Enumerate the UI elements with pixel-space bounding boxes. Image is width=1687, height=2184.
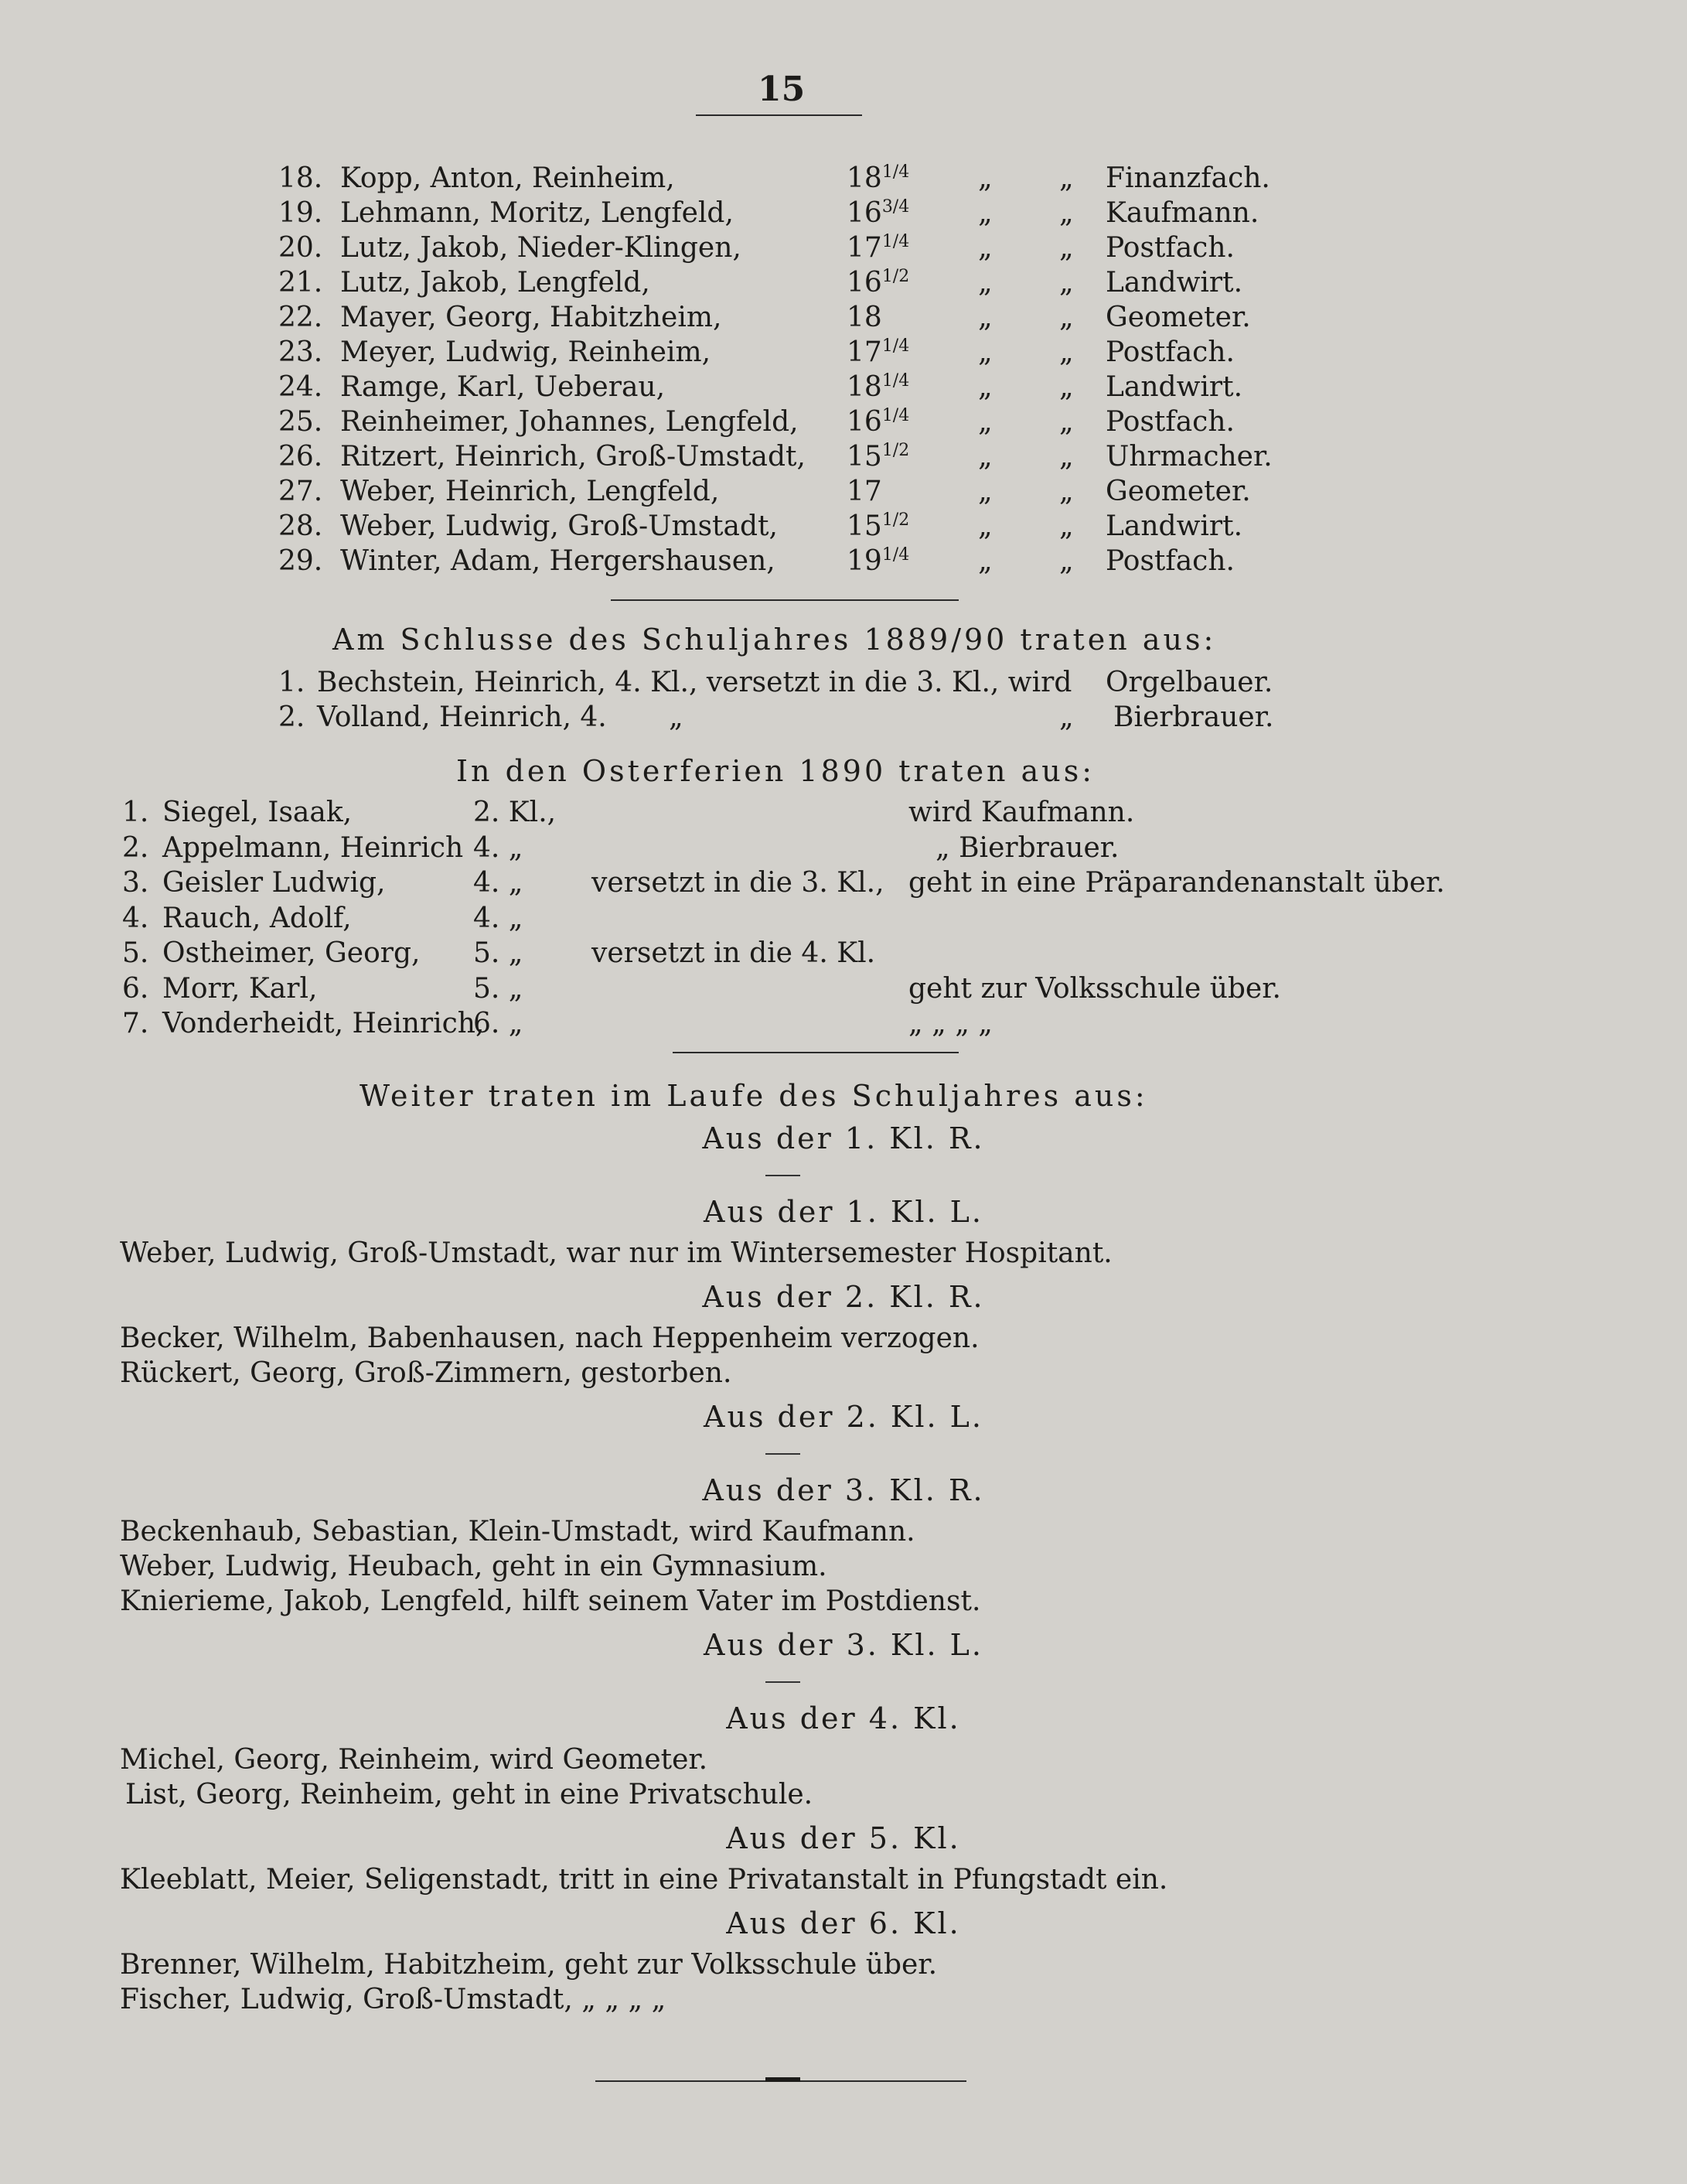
row-number: 5.: [122, 937, 149, 969]
ditto-mark: „: [1059, 406, 1074, 438]
age-fraction: 1/2: [881, 267, 910, 286]
career: Postfach.: [1106, 336, 1235, 368]
entry-line: Rückert, Georg, Groß-Zimmern, gestorben.: [120, 1357, 732, 1389]
ditto-mark: „: [1059, 336, 1074, 368]
row-number: 21.: [278, 267, 323, 299]
student-age: [847, 267, 909, 299]
career: Geometer.: [1106, 476, 1251, 507]
graduate-row: [0, 336, 1687, 374]
ditto-mark: „: [978, 406, 993, 438]
ditto-mark: „: [1059, 545, 1074, 577]
graduate-row: [0, 441, 1687, 478]
easter-row: [0, 832, 1687, 869]
easter-row: [0, 1008, 1687, 1045]
age-fraction: 1/2: [881, 441, 910, 460]
class-label: 5. „: [473, 937, 523, 969]
student-age: [847, 197, 909, 229]
further-heading: Weiter traten im Laufe des Schuljahres aus:: [360, 1079, 1148, 1113]
graduate-row: [0, 371, 1687, 408]
ditto-mark: „: [1059, 267, 1074, 299]
section-title: Aus der 6. Kl.: [726, 1906, 961, 1940]
row-number: 6.: [122, 972, 149, 1005]
career: Postfach.: [1106, 406, 1235, 438]
note: versetzt in die 4. Kl.: [591, 937, 876, 969]
career: Finanzfach.: [1106, 162, 1270, 194]
easter-row: [0, 937, 1687, 974]
age-whole: 18: [847, 162, 882, 194]
career: Postfach.: [1106, 545, 1235, 577]
class-label: 6. „: [473, 1008, 523, 1039]
ditto-mark: „: [1059, 476, 1074, 507]
easter-row: [0, 973, 1687, 1010]
student-name: Geisler Ludwig,: [162, 867, 386, 899]
graduate-row: [0, 545, 1687, 582]
row-number: 18.: [278, 162, 323, 194]
row-number: 22.: [278, 302, 323, 333]
row-number: 1.: [278, 667, 305, 698]
entry-line: Kleeblatt, Meier, Seligenstadt, tritt in eine Privatanstalt in Pfungstadt ein.: [120, 1864, 1168, 1896]
row-number: 7.: [122, 1008, 149, 1039]
row-number: 23.: [278, 336, 323, 368]
student-name: Ostheimer, Georg,: [162, 937, 421, 969]
age-whole: 18: [847, 371, 882, 403]
student-name: Rauch, Adolf,: [162, 902, 352, 934]
row-number: 25.: [278, 406, 323, 438]
career: Bierbrauer.: [1113, 701, 1274, 733]
section-title: Aus der 2. Kl. R.: [702, 1280, 985, 1314]
graduate-row: [0, 197, 1687, 234]
entry-line: Knierieme, Jakob, Lengfeld, hilft seinem Vater im Postdienst.: [120, 1585, 981, 1617]
student-name: Mayer, Georg, Habitzheim,: [340, 302, 722, 333]
student-name: Ritzert, Heinrich, Groß-Umstadt,: [340, 441, 806, 473]
age-fraction: 3/4: [881, 197, 910, 217]
student-name: Lutz, Jakob, Nieder-Klingen,: [340, 232, 741, 264]
header-rule: [696, 114, 862, 116]
year-end-row: [0, 701, 1687, 739]
outcome: „ „ „ „: [908, 1008, 993, 1039]
ditto-mark: „: [978, 510, 993, 542]
entry-line: Becker, Wilhelm, Babenhausen, nach Heppenheim verzogen.: [120, 1322, 980, 1354]
graduate-row: [0, 232, 1687, 269]
class-label: 4. „: [473, 831, 523, 864]
entry-text: Bechstein, Heinrich, 4. Kl., versetzt in die 3. Kl., wird: [317, 667, 1072, 698]
empty-section-dash: [765, 1681, 800, 1683]
graduate-row: [0, 510, 1687, 548]
career: Landwirt.: [1106, 510, 1243, 542]
ditto-mark: „: [978, 336, 993, 368]
age-fraction: 1/4: [881, 232, 910, 251]
ditto-mark: „: [1059, 371, 1074, 403]
student-name: Kopp, Anton, Reinheim,: [340, 162, 675, 194]
ditto-mark: „: [1059, 701, 1074, 733]
ditto-mark: „: [978, 197, 993, 229]
ditto-mark: „: [669, 701, 683, 733]
career: Landwirt.: [1106, 371, 1243, 403]
row-number: 26.: [278, 441, 323, 473]
separator-2: [673, 1052, 959, 1053]
age-fraction: 1/4: [881, 336, 910, 356]
age-whole: 15: [847, 441, 882, 473]
easter-row: [0, 903, 1687, 940]
age-fraction: 1/4: [881, 162, 910, 182]
row-number: 20.: [278, 232, 323, 264]
graduate-row: [0, 406, 1687, 443]
career: Postfach.: [1106, 232, 1235, 264]
class-label: 4. „: [473, 902, 523, 934]
student-age: [847, 441, 909, 473]
section-title: Aus der 1. Kl. R.: [702, 1121, 985, 1155]
student-name: Ramge, Karl, Ueberau,: [340, 371, 666, 403]
age-whole: 15: [847, 510, 882, 542]
ditto-mark: „: [978, 545, 993, 577]
student-name: Weber, Heinrich, Lengfeld,: [340, 476, 720, 507]
career: Geometer.: [1106, 302, 1251, 333]
student-age: [847, 371, 909, 403]
age-whole: 17: [847, 232, 882, 264]
student-name: Lutz, Jakob, Lengfeld,: [340, 267, 650, 299]
entry-line: Weber, Ludwig, Groß-Umstadt, war nur im Wintersemester Hospitant.: [120, 1237, 1113, 1269]
student-name: Reinheimer, Johannes, Lengfeld,: [340, 406, 799, 438]
outcome: „ Bierbrauer.: [936, 831, 1120, 864]
class-label: 5. „: [473, 972, 523, 1005]
class-label: 4. „: [473, 867, 523, 899]
entry-line: Weber, Ludwig, Heubach, geht in ein Gymnasium.: [120, 1551, 827, 1582]
separator-1: [611, 599, 959, 601]
ditto-mark: „: [978, 232, 993, 264]
row-number: 29.: [278, 545, 323, 577]
easter-heading: In den Osterferien 1890 traten aus:: [456, 754, 1096, 788]
student-name: Weber, Ludwig, Groß-Umstadt,: [340, 510, 778, 542]
student-name: Winter, Adam, Hergershausen,: [340, 545, 775, 577]
ditto-mark: „: [1059, 162, 1074, 194]
student-age: [847, 510, 909, 542]
age-whole: 18: [847, 302, 882, 333]
footer-ornament: [765, 2077, 800, 2082]
entry-line: Michel, Georg, Reinheim, wird Geometer.: [120, 1744, 708, 1776]
row-number: 2.: [278, 701, 305, 733]
graduate-row: [0, 302, 1687, 339]
student-age: [847, 302, 882, 333]
ditto-mark: „: [978, 302, 993, 333]
career: Orgelbauer.: [1106, 667, 1273, 698]
ditto-mark: „: [1059, 510, 1074, 542]
student-name: Siegel, Isaak,: [162, 797, 353, 828]
age-fraction: 1/4: [881, 545, 910, 565]
age-whole: 16: [847, 406, 882, 438]
student-name: Morr, Karl,: [162, 972, 318, 1005]
ditto-mark: „: [978, 476, 993, 507]
row-number: 28.: [278, 510, 323, 542]
section-title: Aus der 2. Kl. L.: [704, 1400, 983, 1434]
age-whole: 19: [847, 545, 882, 577]
age-fraction: 1/2: [881, 510, 910, 530]
class-label: 2. Kl.,: [473, 797, 557, 828]
student-age: [847, 406, 909, 438]
student-age: [847, 545, 909, 577]
ditto-mark: „: [978, 371, 993, 403]
row-number: 3.: [122, 867, 149, 899]
ditto-mark: „: [978, 267, 993, 299]
ditto-mark: „: [1059, 232, 1074, 264]
student-age: [847, 232, 909, 264]
entry-line: Beckenhaub, Sebastian, Klein-Umstadt, wird Kaufmann.: [120, 1516, 915, 1548]
row-number: 19.: [278, 197, 323, 229]
age-fraction: 1/4: [881, 406, 910, 425]
ditto-mark: „: [1059, 302, 1074, 333]
student-name: Vonderheidt, Heinrich,: [162, 1008, 485, 1039]
student-age: [847, 476, 882, 507]
easter-row: [0, 867, 1687, 904]
entry-line: Fischer, Ludwig, Groß-Umstadt, „ „ „ „: [120, 1984, 666, 2015]
student-name: Meyer, Ludwig, Reinheim,: [340, 336, 711, 368]
graduate-row: [0, 267, 1687, 304]
empty-section-dash: [765, 1175, 800, 1176]
graduate-row: [0, 476, 1687, 513]
year-end-row: [0, 667, 1687, 704]
ditto-mark: „: [978, 162, 993, 194]
student-age: [847, 336, 909, 368]
career: Landwirt.: [1106, 267, 1243, 299]
section-title: Aus der 1. Kl. L.: [704, 1195, 983, 1229]
ditto-mark: „: [1059, 441, 1074, 473]
graduate-row: [0, 162, 1687, 200]
entry-line: List, Georg, Reinheim, geht in eine Privatschule.: [125, 1779, 813, 1810]
section-title: Aus der 4. Kl.: [726, 1701, 961, 1735]
year-end-heading: Am Schlusse des Schuljahres 1889/90 traten aus:: [332, 623, 1217, 657]
ditto-mark: „: [978, 441, 993, 473]
age-fraction: 1/4: [881, 371, 910, 391]
student-name: Lehmann, Moritz, Lengfeld,: [340, 197, 734, 229]
note: versetzt in die 3. Kl.,: [591, 867, 884, 899]
age-whole: 17: [847, 476, 882, 507]
outcome: wird Kaufmann.: [908, 797, 1135, 828]
entry-line: Brenner, Wilhelm, Habitzheim, geht zur Volksschule über.: [120, 1949, 938, 1981]
section-title: Aus der 3. Kl. R.: [702, 1473, 985, 1507]
age-whole: 16: [847, 267, 882, 299]
row-number: 4.: [122, 902, 149, 934]
section-title: Aus der 5. Kl.: [726, 1821, 961, 1855]
row-number: 27.: [278, 476, 323, 507]
row-number: 1.: [122, 797, 149, 828]
career: Kaufmann.: [1106, 197, 1259, 229]
page-number: 15: [758, 70, 806, 109]
section-title: Aus der 3. Kl. L.: [704, 1628, 983, 1662]
row-number: 2.: [122, 831, 149, 864]
easter-row: [0, 797, 1687, 834]
outcome: geht in eine Präparandenanstalt über.: [908, 867, 1445, 899]
student-name: Appelmann, Heinrich: [162, 831, 464, 864]
age-whole: 16: [847, 197, 882, 229]
outcome: geht zur Volksschule über.: [908, 972, 1281, 1005]
ditto-mark: „: [1059, 197, 1074, 229]
entry-text: Volland, Heinrich, 4.: [317, 701, 607, 733]
career: Uhrmacher.: [1106, 441, 1273, 473]
empty-section-dash: [765, 1453, 800, 1455]
row-number: 24.: [278, 371, 323, 403]
age-whole: 17: [847, 336, 882, 368]
student-age: [847, 162, 909, 194]
